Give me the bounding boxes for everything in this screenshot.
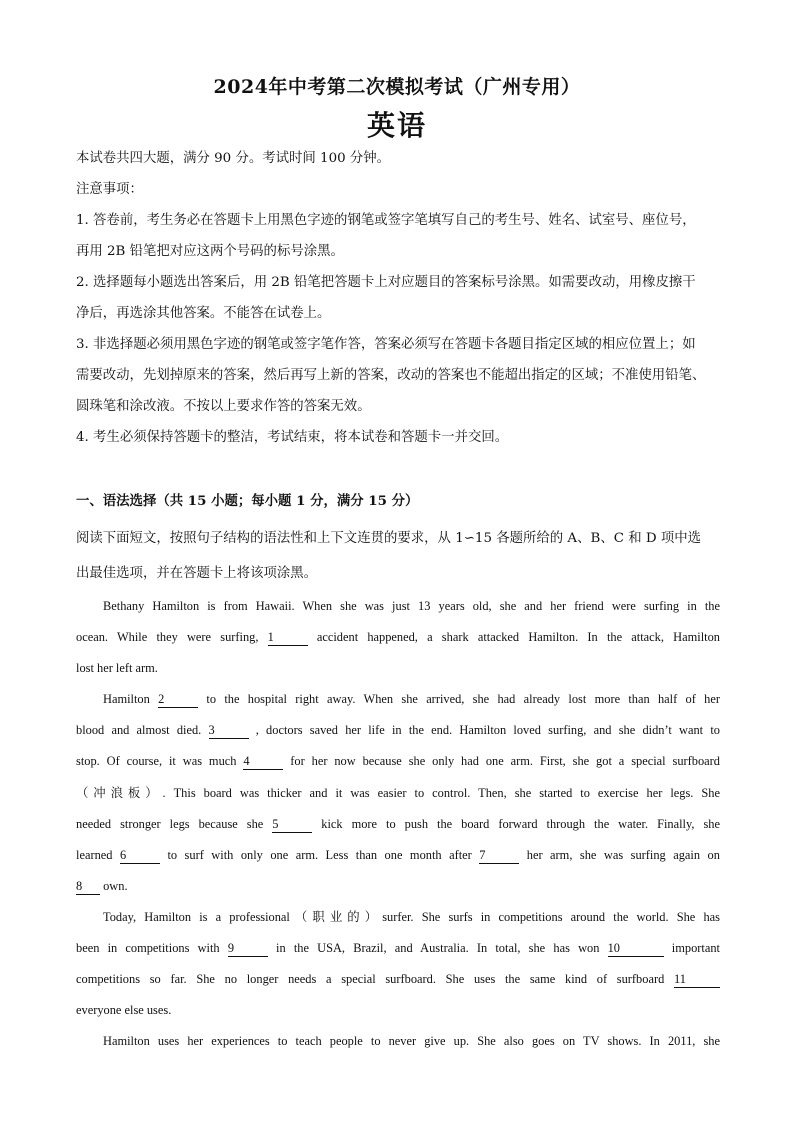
blank-3: 3 <box>209 722 249 739</box>
blank-11: 11 <box>674 971 720 988</box>
passage-line: learned 6 to surf with only one arm. Less than one month after 7 her arm, she was surfing again on <box>76 847 720 862</box>
section-instruction-1: 阅读下面短文，按照句子结构的语法性和上下文连贯的要求，从 1∽15 各题所给的 A、B、C 和 D 项中选 <box>76 531 702 546</box>
blank-5: 5 <box>272 816 312 833</box>
passage-line: ocean. While they were surfing, 1 accident happened, a shark attacked Hamilton. In the attack, Hamilton <box>76 630 720 645</box>
passage-line: stop. Of course, it was much 4 for her now because she only had one arm. First, she got a special surfboard <box>76 754 720 769</box>
passage-line: everyone else uses. <box>76 1003 172 1018</box>
blank-10: 10 <box>608 940 664 957</box>
notice-title: 注意事项： <box>76 182 143 197</box>
passage-line: lost her left arm. <box>76 661 158 676</box>
passage-line: Hamilton 2 to the hospital right away. When she arrived, she had already lost more than half of her <box>103 692 720 707</box>
notice-2b: 净后，再选涂其他答案。不能答在试卷上。 <box>76 306 331 321</box>
section-1-header <box>76 486 726 517</box>
notice-3a: 3. 非选择题必须用黑色字迹的钢笔或签字笔作答，答案必须写在答题卡各题目指定区域的相应位置上；如 <box>76 337 696 352</box>
exam-info: 本试卷共四大题，满分 90 分。考试时间 100 分钟。 <box>76 151 391 166</box>
blank-8: 8 <box>76 878 100 895</box>
passage-line: Today, Hamilton is a professional（职业的）surfer. She surfs in competitions around the world. She has <box>103 909 720 924</box>
passage-line: needed stronger legs because she 5 kick more to push the board forward through the water. Finally, she <box>76 816 720 831</box>
passage-line: （冲浪板）. This board was thicker and it was easier to control. Then, she started to exercise her legs. She <box>76 785 720 800</box>
passage-line: blood and almost died. 3 , doctors saved her life in the end. Hamilton loved surfing, and she didn’t want to <box>76 723 720 738</box>
blank-7: 7 <box>479 847 519 864</box>
passage-line: been in competitions with 9 in the USA, Brazil, and Australia. In total, she has won 10 important <box>76 941 720 956</box>
blank-9: 9 <box>228 940 268 957</box>
section-1-instructions <box>76 523 726 589</box>
reading-passage <box>76 591 720 1057</box>
subject-title: 英语 <box>366 109 427 142</box>
notice-1a: 1. 答卷前，考生务必在答题卡上用黑色字迹的钢笔或签字笔填写自己的考生号、姓名、试室号、座位号， <box>76 213 696 228</box>
instructions <box>76 143 726 453</box>
notice-3b: 需要改动，先划掉原来的答案，然后再写上新的答案，改动的答案也不能超出指定的区域；不准使用铅笔、 <box>76 368 706 383</box>
exam-title: 2024年中考第二次模拟考试（广州专用） <box>213 76 581 98</box>
blank-4: 4 <box>243 753 283 770</box>
blank-6: 6 <box>120 847 160 864</box>
section-instruction-2: 出最佳选项，并在答题卡上将该项涂黑。 <box>76 566 318 581</box>
passage-line: Bethany Hamilton is from Hawaii. When she was just 13 years old, she and her friend were surfing in the <box>103 599 720 613</box>
notice-3c: 圆珠笔和涂改液。不按以上要求作答的答案无效。 <box>76 399 371 414</box>
passage-line: competitions so far. She no longer needs a special surfboard. She uses the same kind of surfboard 11 <box>76 964 720 995</box>
notice-1b: 再用 2B 铅笔把对应这两个号码的标号涂黑。 <box>76 244 344 259</box>
blank-2: 2 <box>158 691 198 708</box>
notice-2a: 2. 选择题每小题选出答案后，用 2B 铅笔把答题卡上对应题目的答案标号涂黑。如需要改动，用橡皮擦干 <box>76 275 696 290</box>
section-heading: 一、语法选择（共 15 小题；每小题 1 分，满分 15 分） <box>76 493 419 509</box>
passage-line: Hamilton uses her experiences to teach people to never give up. She also goes on TV shows. In 2011, she <box>103 1034 720 1049</box>
notice-4: 4. 考生必须保持答题卡的整洁，考试结束，将本试卷和答题卡一并交回。 <box>76 430 509 445</box>
passage-line: 8 own. <box>76 878 128 893</box>
blank-1: 1 <box>268 629 308 646</box>
